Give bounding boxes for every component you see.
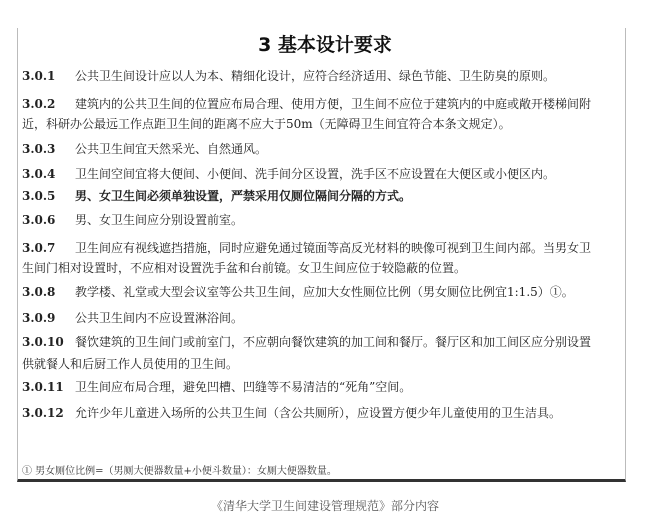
clause-3-0-2-continuation: 近，科研办公最远工作点距卫生间的距离不应大于50m（无障碍卫生间宜符合本条文规定）。	[22, 117, 511, 131]
clause-number: 3.0.9	[22, 311, 56, 325]
clause-3-0-7	[22, 239, 591, 257]
clause-text: 公共卫生间设计应以人为本、精细化设计，应符合经济适用、绿色节能、卫生防臭的原则。	[75, 69, 556, 83]
clause-number: 3.0.8	[22, 285, 56, 299]
clause-3-0-3	[22, 140, 267, 158]
clause-number: 3.0.5	[22, 189, 56, 203]
clause-3-0-10	[22, 333, 591, 351]
clause-3-0-5	[22, 187, 411, 205]
clause-3-0-1	[22, 67, 555, 85]
footnote: ① 男女厕位比例=（男厕大便器数量+小便斗数量）：女厕大便器数量。	[22, 466, 337, 477]
clause-3-0-2	[22, 95, 591, 113]
clause-3-0-6	[22, 211, 243, 229]
image-caption: 《清华大学卫生间建设管理规范》部分内容	[210, 499, 439, 513]
clause-3-0-10-continuation: 供就餐人和后厨工作人员使用的卫生间。	[22, 357, 239, 371]
clause-number: 3.0.7	[22, 241, 56, 255]
clause-number: 3.0.4	[22, 167, 56, 181]
clause-text: 公共卫生间宜天然采光、自然通风。	[75, 142, 268, 156]
clause-text: 卫生间应有视线遮挡措施，同时应避免通过镜面等高反光材料的映像可视到卫生间内部。当男女卫	[75, 241, 592, 255]
clause-3-0-9	[22, 309, 243, 327]
clause-3-0-12	[22, 404, 561, 422]
clause-3-0-4	[22, 165, 555, 183]
clause-3-0-11	[22, 378, 411, 396]
clause-text: 男、女卫生间应分别设置前室。	[75, 213, 244, 227]
clause-3-0-7-continuation: 生间门相对设置时，不应相对设置洗手盆和台前镜。女卫生间应位于较隐蔽的位置。	[22, 261, 467, 275]
clause-text: 卫生间空间宜将大便间、小便间、洗手间分区设置，洗手区不应设置在大便区或小便区内。	[75, 167, 556, 181]
clause-number: 3.0.6	[22, 213, 56, 227]
clause-number: 3.0.1	[22, 69, 56, 83]
clause-text: 餐饮建筑的卫生间门或前室门，不应朝向餐饮建筑的加工间和餐厅。餐厅区和加工间区应分别设置	[75, 335, 592, 349]
section-title: 3 基本设计要求	[258, 34, 392, 56]
clause-number: 3.0.10	[22, 335, 64, 349]
clause-text: 教学楼、礼堂或大型会议室等公共卫生间，应加大女性厕位比例（男女厕位比例宜1:1.5）①。	[75, 285, 574, 299]
clause-text: 建筑内的公共卫生间的位置应布局合理、使用方便，卫生间不应位于建筑内的中庭或敞开楼梯间附	[75, 97, 592, 111]
clause-text: 男、女卫生间必须单独设置，严禁采用仅厕位隔间分隔的方式。	[75, 189, 412, 203]
clause-text: 卫生间应布局合理，避免凹槽、凹缝等不易清洁的“死角”空间。	[75, 380, 412, 394]
clause-text: 允许少年儿童进入场所的公共卫生间（含公共厕所），应设置方便少年儿童使用的卫生洁具。	[75, 406, 562, 420]
clause-number: 3.0.2	[22, 97, 56, 111]
clause-number: 3.0.11	[22, 380, 64, 394]
clause-number: 3.0.3	[22, 142, 56, 156]
clause-text: 公共卫生间内不应设置淋浴间。	[75, 311, 244, 325]
clause-3-0-8	[22, 283, 574, 301]
clause-number: 3.0.12	[22, 406, 64, 420]
